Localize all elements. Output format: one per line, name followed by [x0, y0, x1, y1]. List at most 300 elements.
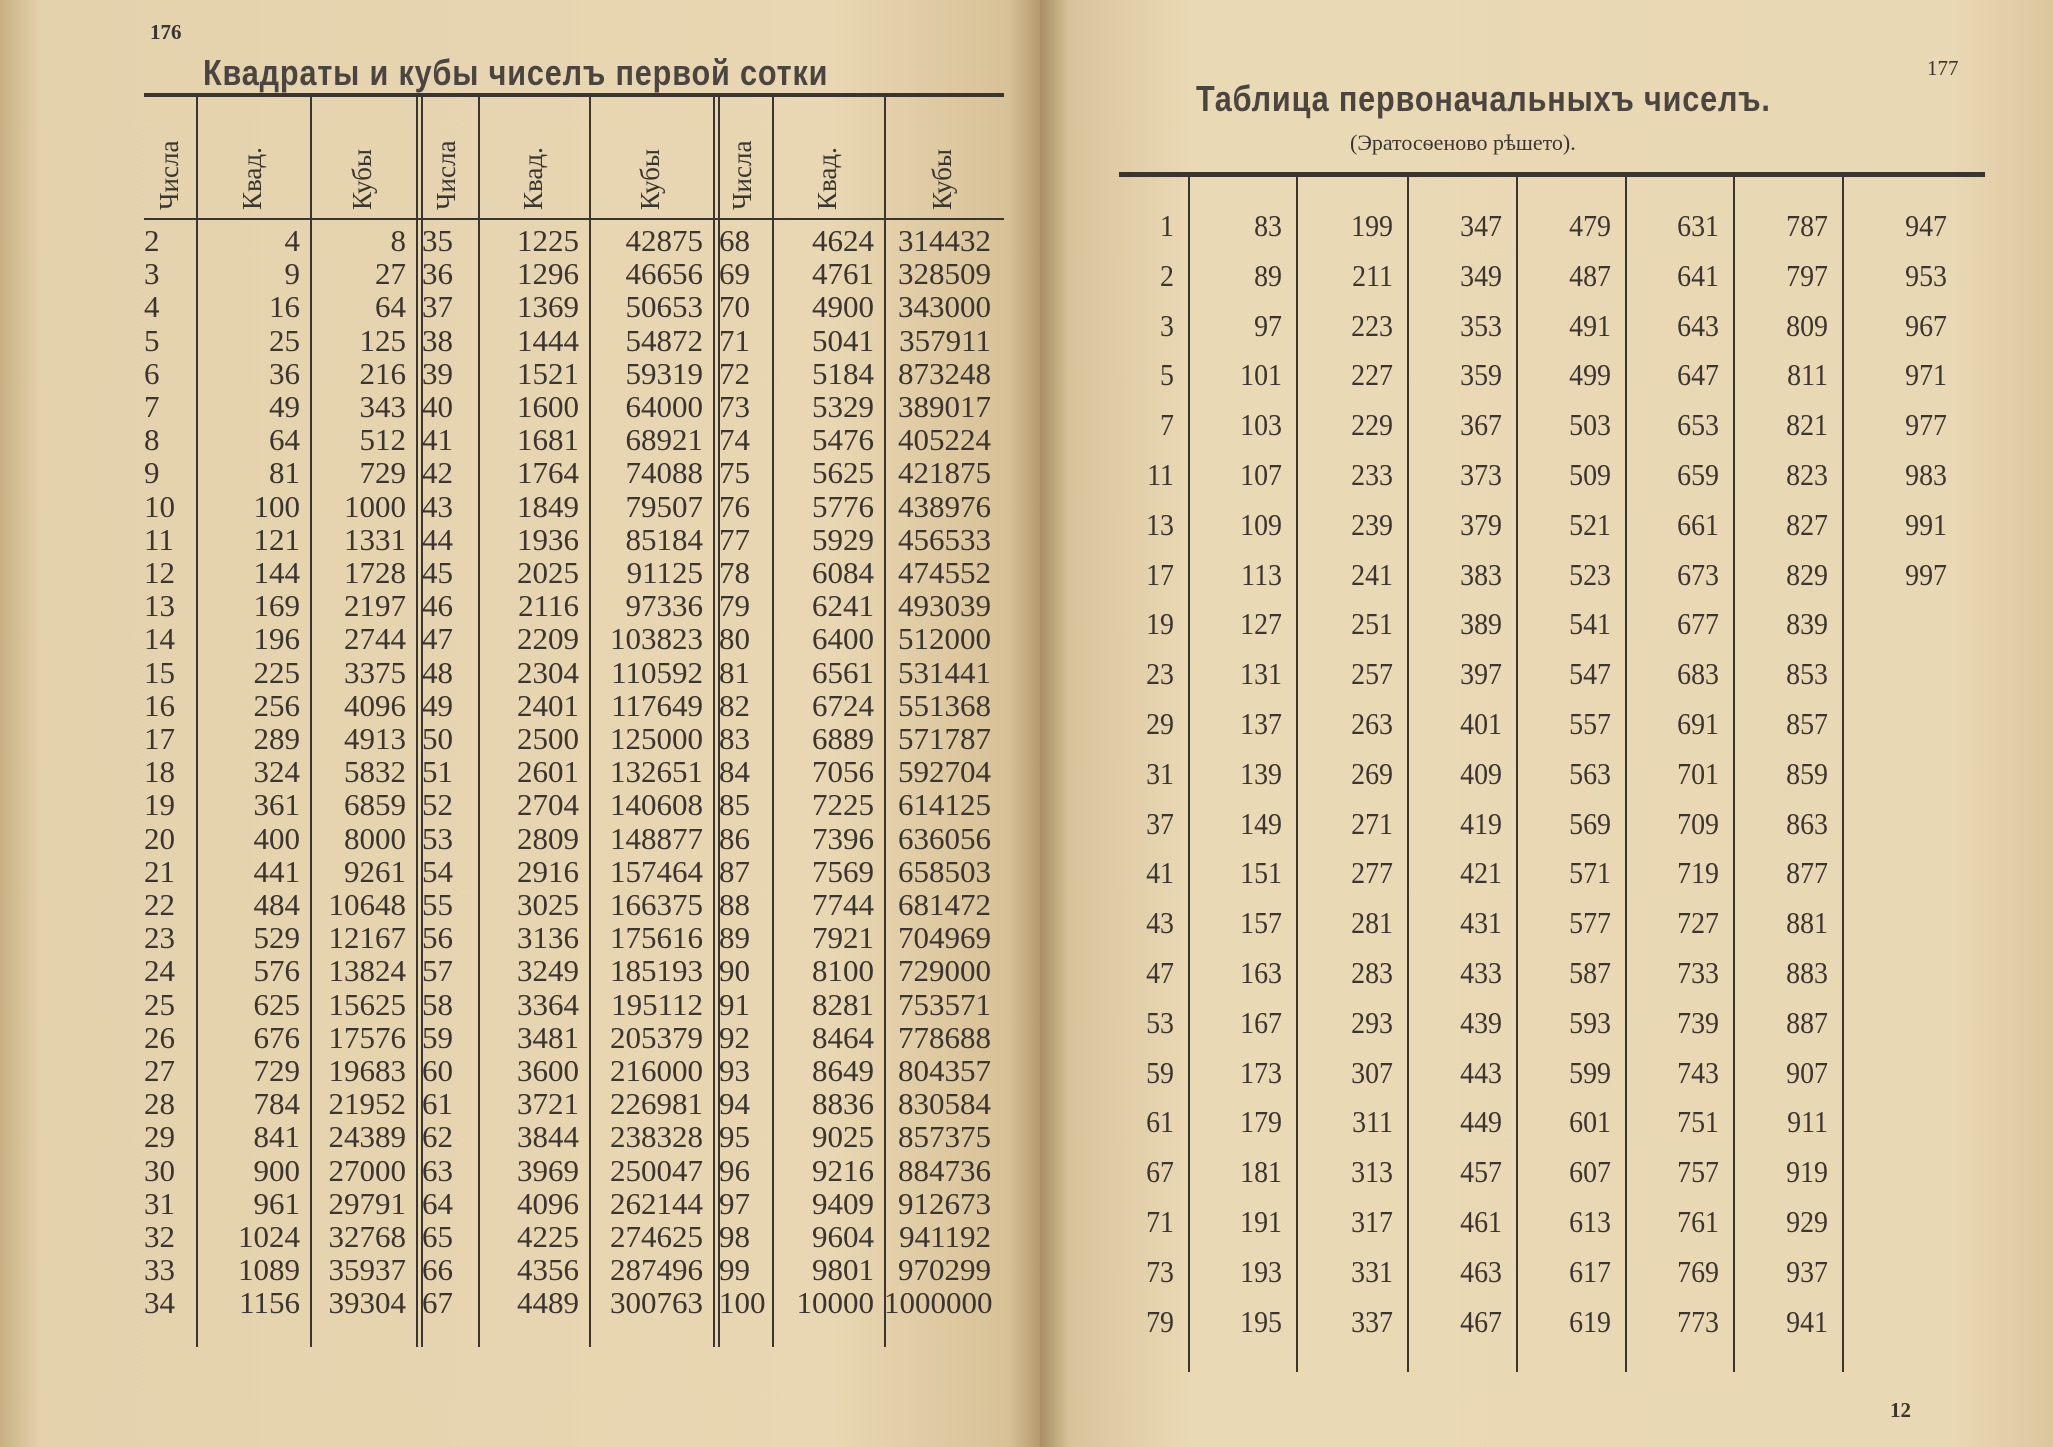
- table-cell: 3364: [517, 986, 579, 1022]
- prime-cell: 349: [1460, 257, 1502, 293]
- prime-cell: 359: [1460, 357, 1502, 393]
- table-cell: 2304: [517, 654, 579, 690]
- prime-cell: 863: [1786, 805, 1828, 841]
- table-cell: 405224: [898, 422, 991, 458]
- table-cell: 67: [422, 1285, 453, 1321]
- prime-cell: 167: [1240, 1004, 1282, 1040]
- table-cell: 216000: [610, 1053, 703, 1088]
- table-cell: 91125: [626, 555, 703, 590]
- table-cell: 216: [359, 355, 406, 391]
- prime-cell: 367: [1460, 407, 1502, 443]
- table-cell: 59319: [625, 355, 703, 391]
- table-cell: 12: [144, 555, 175, 590]
- table-cell: 16: [144, 687, 175, 723]
- prime-cell: 229: [1351, 407, 1393, 443]
- table-cell: 4: [284, 223, 300, 258]
- table-cell: 3136: [517, 920, 579, 956]
- table-cell: 17576: [328, 1019, 406, 1055]
- table-cell: 1156: [239, 1285, 300, 1321]
- table-cell: 140608: [610, 787, 703, 823]
- prime-cell: 673: [1677, 556, 1719, 592]
- table-cell: 1000: [344, 488, 406, 524]
- table-cell: 8: [390, 223, 406, 258]
- column-header: Квад.: [517, 147, 548, 210]
- prime-cell: 937: [1786, 1253, 1828, 1289]
- table-cell: 51: [422, 754, 453, 790]
- rule-line: [144, 93, 1004, 97]
- prime-cell: 53: [1146, 1004, 1174, 1040]
- table-cell: 1000000: [884, 1285, 993, 1321]
- prime-cell: 997: [1905, 556, 1947, 592]
- table-cell: 658503: [898, 853, 991, 889]
- table-cell: 46656: [625, 256, 703, 292]
- table-cell: 4225: [517, 1219, 579, 1254]
- prime-cell: 619: [1569, 1303, 1611, 1339]
- prime-cell: 569: [1569, 805, 1611, 841]
- table-cell: 3481: [517, 1019, 579, 1055]
- prime-cell: 509: [1569, 457, 1611, 492]
- table-cell: 681472: [898, 887, 991, 922]
- prime-cell: 29: [1146, 706, 1174, 741]
- table-cell: 64000: [625, 389, 703, 424]
- table-cell: 121: [253, 521, 300, 557]
- prime-cell: 443: [1460, 1054, 1502, 1090]
- table-cell: 39304: [328, 1285, 406, 1321]
- table-cell: 6: [144, 355, 160, 391]
- prime-cell: 601: [1569, 1104, 1611, 1140]
- prime-cell: 317: [1351, 1204, 1393, 1239]
- table-cell: 238328: [610, 1119, 703, 1155]
- table-cell: 1764: [517, 455, 579, 491]
- prime-cell: 89: [1254, 257, 1282, 293]
- prime-cell: 211: [1352, 257, 1393, 293]
- table-cell: 73: [719, 389, 750, 424]
- prime-cell: 653: [1677, 407, 1719, 443]
- table-cell: 89: [719, 920, 750, 956]
- table-cell: 5625: [812, 455, 874, 491]
- table-cell: 84: [719, 754, 750, 790]
- table-cell: 970299: [898, 1252, 991, 1288]
- table-cell: 884736: [898, 1152, 991, 1188]
- prime-cell: 929: [1786, 1204, 1828, 1239]
- table-cell: 8281: [812, 986, 874, 1022]
- prime-cell: 13: [1146, 506, 1174, 542]
- table-cell: 10000: [796, 1285, 874, 1321]
- table-cell: 729: [359, 455, 406, 491]
- rule-line: [144, 218, 1004, 220]
- prime-cell: 433: [1460, 955, 1502, 990]
- prime-cell: 71: [1146, 1204, 1174, 1239]
- table-cell: 5929: [812, 521, 874, 557]
- prime-cell: 683: [1677, 656, 1719, 692]
- table-cell: 357911: [899, 322, 991, 358]
- prime-cell: 811: [1787, 357, 1828, 393]
- column-divider: [1625, 177, 1627, 1372]
- table-cell: 41: [422, 422, 453, 458]
- table-cell: 80: [719, 621, 750, 657]
- table-cell: 22: [144, 887, 175, 922]
- prime-cell: 11: [1147, 457, 1174, 492]
- table-cell: 1936: [517, 521, 579, 557]
- prime-cell: 827: [1786, 506, 1828, 542]
- table-cell: 42: [422, 455, 453, 491]
- table-cell: 474552: [898, 555, 991, 590]
- table-cell: 65: [422, 1219, 453, 1254]
- page-number: 176: [150, 20, 182, 44]
- prime-cell: 463: [1460, 1253, 1502, 1289]
- table-cell: 6889: [812, 721, 874, 756]
- prime-cell: 467: [1460, 1303, 1502, 1339]
- prime-cell: 19: [1146, 606, 1174, 642]
- table-cell: 45: [422, 555, 453, 590]
- prime-cell: 181: [1240, 1154, 1282, 1190]
- table-cell: 91: [719, 986, 750, 1022]
- prime-cell: 659: [1677, 457, 1719, 492]
- table-cell: 13: [144, 588, 175, 624]
- table-cell: 576: [253, 953, 300, 989]
- table-cell: 64: [269, 422, 300, 458]
- prime-cell: 43: [1146, 905, 1174, 941]
- table-cell: 3375: [344, 654, 406, 690]
- table-cell: 76: [719, 488, 750, 524]
- prime-cell: 563: [1569, 755, 1611, 791]
- table-cell: 95: [719, 1119, 750, 1155]
- table-cell: 551368: [898, 687, 991, 723]
- prime-cell: 571: [1569, 855, 1611, 891]
- table-cell: 250047: [610, 1152, 703, 1188]
- table-cell: 50653: [625, 289, 703, 325]
- prime-cell: 881: [1786, 905, 1828, 941]
- table-cell: 857375: [898, 1119, 991, 1155]
- table-cell: 441: [253, 853, 300, 889]
- table-cell: 5476: [812, 422, 874, 458]
- table-cell: 830584: [898, 1086, 991, 1122]
- column-header: Квад.: [237, 147, 267, 210]
- prime-cell: 821: [1786, 407, 1828, 443]
- table-cell: 8100: [812, 953, 874, 989]
- table-cell: 90: [719, 953, 750, 989]
- table-cell: 97336: [625, 588, 703, 624]
- table-cell: 85: [719, 787, 750, 823]
- prime-cell: 271: [1351, 805, 1393, 841]
- prime-cell: 887: [1786, 1004, 1828, 1040]
- table-cell: 18: [144, 754, 175, 790]
- table-cell: 4489: [517, 1285, 579, 1321]
- table-cell: 37: [422, 289, 453, 325]
- prime-cell: 577: [1569, 905, 1611, 941]
- prime-cell: 379: [1460, 506, 1502, 542]
- table-cell: 300763: [610, 1285, 703, 1321]
- table-cell: 4356: [517, 1252, 579, 1288]
- table-cell: 46: [422, 588, 453, 624]
- table-cell: 9: [144, 455, 160, 491]
- table-cell: 10: [144, 488, 175, 524]
- prime-cell: 397: [1460, 656, 1502, 692]
- table-cell: 64: [422, 1185, 453, 1221]
- prime-cell: 757: [1677, 1154, 1719, 1190]
- table-cell: 8: [144, 422, 160, 458]
- table-cell: 64: [375, 289, 406, 325]
- table-cell: 3969: [517, 1152, 579, 1188]
- table-cell: 2601: [517, 754, 579, 790]
- prime-cell: 727: [1677, 905, 1719, 941]
- prime-cell: 769: [1677, 1253, 1719, 1289]
- table-cell: 8836: [812, 1086, 874, 1122]
- prime-cell: 5: [1160, 357, 1174, 393]
- prime-cell: 641: [1677, 257, 1719, 293]
- table-cell: 324: [253, 754, 300, 790]
- table-cell: 6724: [812, 687, 874, 723]
- table-cell: 2809: [517, 820, 579, 856]
- prime-cell: 97: [1254, 307, 1282, 343]
- table-cell: 29791: [328, 1185, 406, 1221]
- table-cell: 97: [719, 1185, 750, 1221]
- table-cell: 71: [719, 322, 750, 358]
- table-cell: 314432: [898, 223, 991, 258]
- prime-cell: 283: [1351, 955, 1393, 990]
- prime-cell: 449: [1460, 1104, 1502, 1140]
- table-cell: 7744: [812, 887, 874, 922]
- prime-cell: 137: [1240, 706, 1282, 741]
- table-cell: 169: [253, 588, 300, 624]
- prime-cell: 617: [1569, 1253, 1611, 1289]
- table-cell: 9604: [812, 1219, 874, 1254]
- table-cell: 1849: [517, 488, 579, 524]
- table-cell: 20: [144, 820, 175, 856]
- table-cell: 328509: [898, 256, 991, 292]
- table-cell: 343: [359, 389, 406, 424]
- table-cell: 14: [144, 621, 175, 657]
- table-cell: 571787: [898, 721, 991, 756]
- prime-cell: 859: [1786, 755, 1828, 791]
- table-cell: 6400: [812, 621, 874, 657]
- table-cell: 69: [719, 256, 750, 292]
- table-cell: 13824: [328, 953, 406, 989]
- prime-cell: 191: [1240, 1204, 1282, 1239]
- table-cell: 29: [144, 1119, 175, 1155]
- table-cell: 5776: [812, 488, 874, 524]
- prime-cell: 853: [1786, 656, 1828, 692]
- prime-cell: 557: [1569, 706, 1611, 741]
- table-cell: 1331: [344, 521, 406, 557]
- table-cell: 7056: [812, 754, 874, 790]
- table-cell: 2744: [344, 621, 406, 657]
- table-cell: 421875: [898, 455, 991, 491]
- table-cell: 2: [144, 223, 160, 258]
- table-cell: 25: [144, 986, 175, 1022]
- prime-cell: 739: [1677, 1004, 1719, 1040]
- column-header: Числа: [154, 140, 184, 210]
- table-cell: 4: [144, 289, 160, 325]
- table-cell: 1089: [238, 1252, 300, 1288]
- column-divider: [1842, 177, 1844, 1372]
- prime-cell: 383: [1460, 556, 1502, 592]
- prime-cell: 487: [1569, 257, 1611, 293]
- prime-cell: 761: [1677, 1204, 1719, 1239]
- table-cell: 117649: [611, 687, 703, 723]
- column-header: Числа: [431, 140, 461, 210]
- prime-cell: 523: [1569, 556, 1611, 592]
- prime-cell: 31: [1146, 755, 1174, 791]
- table-cell: 92: [719, 1019, 750, 1055]
- table-cell: 205379: [610, 1019, 703, 1055]
- table-cell: 49: [422, 687, 453, 723]
- table-cell: 5329: [812, 389, 874, 424]
- prime-cell: 907: [1786, 1054, 1828, 1090]
- table-cell: 2116: [518, 588, 579, 624]
- table-cell: 57: [422, 953, 453, 989]
- table-cell: 841: [253, 1119, 300, 1155]
- prime-cell: 547: [1569, 656, 1611, 692]
- table-cell: 226981: [610, 1086, 703, 1122]
- table-cell: 49: [269, 389, 300, 424]
- table-cell: 185193: [610, 953, 703, 989]
- table-cell: 456533: [898, 521, 991, 557]
- prime-cell: 643: [1677, 307, 1719, 343]
- prime-cell: 47: [1146, 955, 1174, 990]
- table-cell: 1024: [238, 1219, 300, 1254]
- table-cell: 21952: [328, 1086, 406, 1122]
- table-cell: 7921: [812, 920, 874, 956]
- table-cell: 132651: [610, 754, 703, 790]
- table-cell: 103823: [610, 621, 703, 657]
- table-cell: 81: [719, 654, 750, 690]
- prime-cell: 227: [1351, 357, 1393, 393]
- table-cell: 74088: [625, 455, 703, 491]
- prime-cell: 41: [1146, 855, 1174, 891]
- table-cell: 40: [422, 389, 453, 424]
- table-cell: 9801: [812, 1252, 874, 1288]
- table-cell: 941192: [899, 1219, 991, 1254]
- prime-cell: 1: [1160, 208, 1174, 243]
- table-cell: 1444: [517, 322, 579, 358]
- table-cell: 72: [719, 355, 750, 391]
- prime-cell: 911: [1787, 1104, 1828, 1140]
- prime-cell: 491: [1569, 307, 1611, 343]
- table-cell: 9261: [344, 853, 406, 889]
- prime-cell: 457: [1460, 1154, 1502, 1190]
- table-cell: 4761: [812, 256, 874, 292]
- table-cell: 68921: [625, 422, 703, 458]
- prime-cell: 37: [1146, 805, 1174, 841]
- table-cell: 195112: [611, 986, 703, 1022]
- prime-cell: 919: [1786, 1154, 1828, 1190]
- page-title: Квадраты и кубы чиселъ первой сотки: [203, 52, 829, 93]
- table-cell: 389017: [898, 389, 991, 424]
- prime-cell: 503: [1569, 407, 1611, 443]
- table-cell: 24: [144, 953, 175, 989]
- table-cell: 256: [253, 687, 300, 723]
- table-cell: 48: [422, 654, 453, 690]
- prime-cell: 107: [1240, 457, 1282, 492]
- prime-cell: 103: [1240, 407, 1282, 443]
- table-cell: 7396: [812, 820, 874, 856]
- table-cell: 2500: [517, 721, 579, 756]
- table-cell: 2704: [517, 787, 579, 823]
- table-cell: 484: [253, 887, 300, 922]
- prime-cell: 743: [1677, 1054, 1719, 1090]
- page-number: 177: [1927, 56, 1959, 80]
- prime-cell: 59: [1146, 1054, 1174, 1090]
- table-cell: 4913: [344, 721, 406, 756]
- table-cell: 9409: [812, 1185, 874, 1221]
- prime-cell: 947: [1905, 208, 1947, 243]
- table-cell: 784: [253, 1086, 300, 1122]
- prime-cell: 109: [1240, 506, 1282, 542]
- table-cell: 10648: [328, 887, 406, 922]
- prime-cell: 199: [1351, 208, 1393, 243]
- prime-cell: 877: [1786, 855, 1828, 891]
- table-cell: 287496: [610, 1252, 703, 1288]
- table-cell: 3844: [517, 1119, 579, 1155]
- prime-cell: 353: [1460, 307, 1502, 343]
- table-cell: 4096: [344, 687, 406, 723]
- prime-cell: 809: [1786, 307, 1828, 343]
- table-cell: 196: [253, 621, 300, 657]
- table-cell: 16: [269, 289, 300, 325]
- prime-cell: 401: [1460, 706, 1502, 741]
- table-cell: 36: [269, 355, 300, 391]
- table-cell: 19: [144, 787, 175, 823]
- table-cell: 63: [422, 1152, 453, 1188]
- table-cell: 15625: [328, 986, 406, 1022]
- table-cell: 8464: [812, 1019, 874, 1055]
- prime-cell: 157: [1240, 905, 1282, 941]
- table-cell: 93: [719, 1053, 750, 1088]
- prime-cell: 101: [1240, 357, 1282, 393]
- prime-cell: 337: [1351, 1303, 1393, 1339]
- table-cell: 31: [144, 1185, 175, 1221]
- table-cell: 2209: [517, 621, 579, 657]
- table-cell: 529: [253, 920, 300, 956]
- table-cell: 100: [253, 488, 300, 524]
- table-cell: 7569: [812, 853, 874, 889]
- table-cell: 3249: [517, 953, 579, 989]
- prime-cell: 73: [1146, 1253, 1174, 1289]
- prime-cell: 521: [1569, 506, 1611, 542]
- table-cell: 42875: [625, 223, 703, 258]
- table-cell: 125: [359, 322, 406, 358]
- prime-cell: 131: [1240, 656, 1282, 692]
- prime-cell: 293: [1351, 1004, 1393, 1040]
- prime-cell: 79: [1146, 1303, 1174, 1339]
- table-cell: 676: [253, 1019, 300, 1055]
- prime-cell: 787: [1786, 208, 1828, 243]
- prime-cell: 83: [1254, 208, 1282, 243]
- table-cell: 35937: [328, 1252, 406, 1288]
- prime-cell: 971: [1905, 357, 1947, 393]
- table-cell: 343000: [898, 289, 991, 325]
- prime-cell: 277: [1351, 855, 1393, 891]
- table-cell: 96: [719, 1152, 750, 1188]
- table-cell: 1369: [517, 289, 579, 325]
- table-cell: 32: [144, 1219, 175, 1254]
- prime-cell: 751: [1677, 1104, 1719, 1140]
- table-cell: 26: [144, 1019, 175, 1055]
- table-cell: 99: [719, 1252, 750, 1288]
- table-cell: 289: [253, 721, 300, 756]
- prime-cell: 127: [1240, 606, 1282, 642]
- table-cell: 636056: [898, 820, 991, 856]
- table-cell: 961: [253, 1185, 300, 1221]
- table-cell: 60: [422, 1053, 453, 1088]
- prime-cell: 307: [1351, 1054, 1393, 1090]
- footer-number: 12: [1890, 1398, 1911, 1422]
- table-cell: 54872: [625, 322, 703, 358]
- prime-cell: 677: [1677, 606, 1719, 642]
- prime-cell: 421: [1460, 855, 1502, 891]
- table-cell: 9: [284, 256, 300, 292]
